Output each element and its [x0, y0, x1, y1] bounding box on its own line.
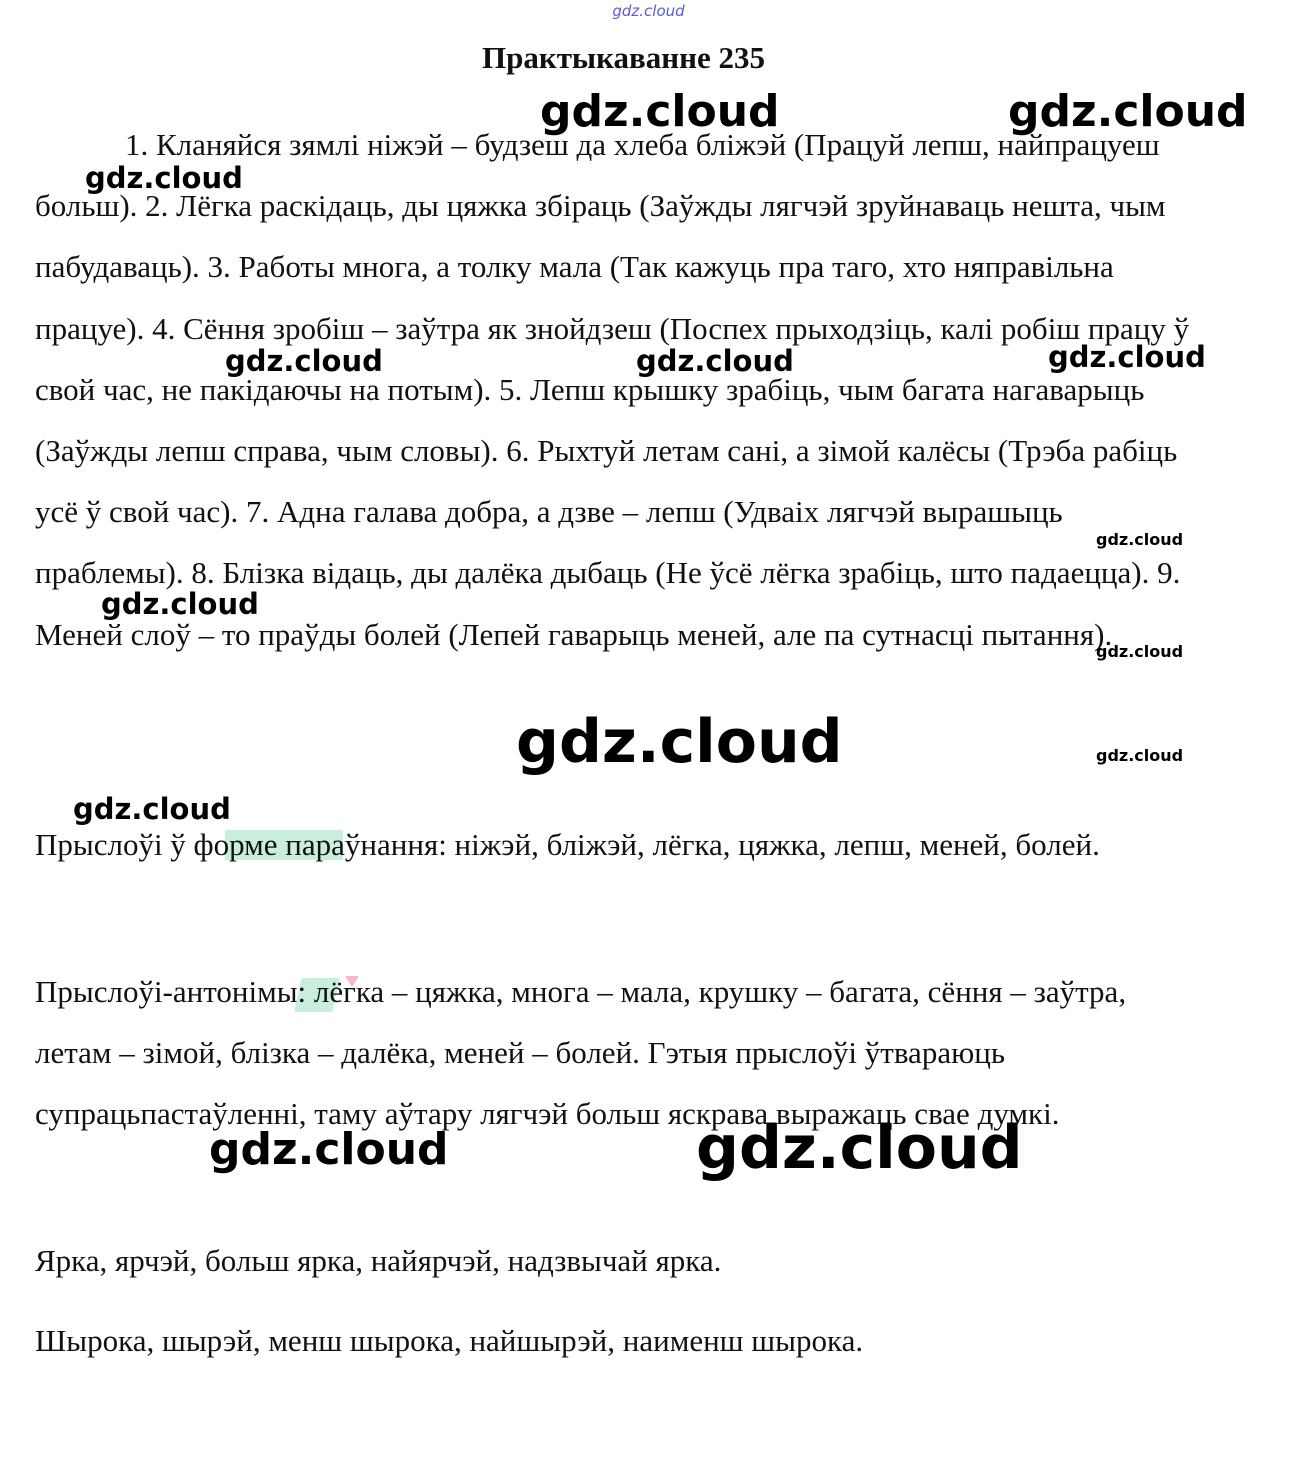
watermark: gdz.cloud: [1096, 746, 1184, 765]
watermark: gdz.cloud: [1096, 530, 1184, 549]
watermark: gdz.cloud: [101, 587, 259, 621]
watermark: gdz.cloud: [636, 344, 794, 378]
page-title: Практыкаванне 235: [481, 40, 765, 75]
site-mark: gdz.cloud: [612, 2, 685, 20]
main-text-paragraph: 1. Кланяйся зямлі ніжэй – будзеш да хлеба бліжэй (Працуй лепш, найпрацуеш больш). 2. Лёгка раскідаць, ды цяжка збіраць (Заўжды лягчэй зруйнаваць нешта, чым пабудаваць). 3. Работы многа, а толку мала (Так кажуць пра таго, хто няправільна працуе). 4. Сёння зробіш – заўтра як знойдзеш (Поспех прыходзіць, калі робіш працу ў свой час, не пакідаючы на потым). 5. Лепш крышку зрабіць, чым багата нагаварыць (Заўжды лепш справа, чым словы). 6. Рыхтуй летам сані, а зімой калёсы (Трэба рабіць усё ў свой час). 7. Адна галава добра, а дзве – лепш (Удваіх лягчэй вырашыць праблемы). 8. Блізка відаць, ды далёка дыбаць (Не ўсё лёгка зрабіць, што падаецца). 9. Меней слоў – то праўды болей (Лепей гаварыць меней, але па сутнасці пытання).: [35, 127, 1190, 652]
degrees-line-shyroka: Шырока, шырэй, менш шырока, найшырэй, наименш шырока.: [35, 1323, 864, 1358]
watermark: gdz.cloud: [1048, 340, 1206, 374]
comparison-paragraph: Прыслоўі ў форме параўнання: ніжэй, бліжэй, лёгка, цяжка, лепш, меней, болей.: [35, 827, 1100, 862]
antonyms-paragraph: Прыслоўі-антонімы: лёгка – цяжка, многа – мала, крушку – багата, сёння – заўтра, летам – зімой, блізка – далёка, меней – болей. Гэтыя прыслоўі ўтвараюць супрацьпастаўленні, таму аўтару лягчэй больш яскрава выражаць свае думкі.: [35, 974, 1127, 1132]
watermark: gdz.cloud: [516, 707, 843, 777]
watermark: gdz.cloud: [73, 792, 231, 826]
watermark: gdz.cloud: [209, 1124, 449, 1175]
watermark: gdz.cloud: [1096, 642, 1184, 661]
degrees-line-yarka: Ярка, ярчэй, больш ярка, найярчэй, надзвычай ярка.: [35, 1243, 722, 1278]
watermark: gdz.cloud: [1008, 86, 1248, 137]
watermark: gdz.cloud: [540, 86, 780, 137]
watermark: gdz.cloud: [225, 344, 383, 378]
watermark: gdz.cloud: [696, 1113, 1023, 1183]
watermark: gdz.cloud: [85, 161, 243, 195]
